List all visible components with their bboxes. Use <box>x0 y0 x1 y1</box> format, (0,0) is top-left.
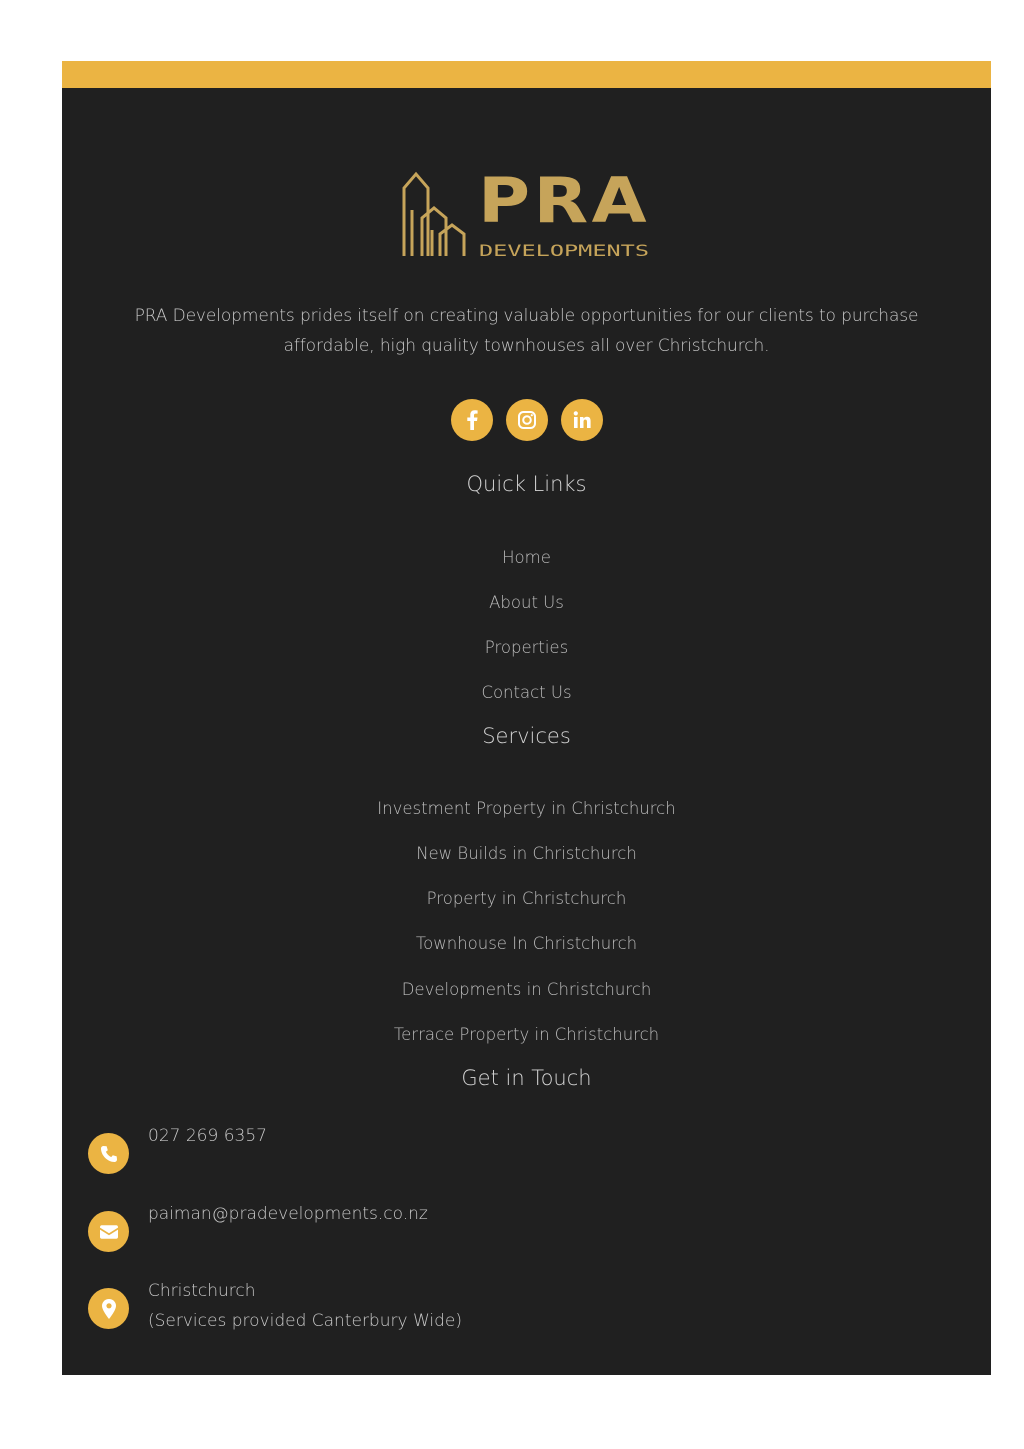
service-link-new-builds[interactable]: New Builds in Christchurch <box>416 844 637 863</box>
phone-icon-badge <box>88 1133 129 1174</box>
location-city: Christchurch <box>148 1281 256 1301</box>
contact-email-row[interactable] <box>88 1204 428 1252</box>
location-note: (Services provided Canterbury Wide) <box>148 1311 462 1331</box>
social-links <box>62 399 991 441</box>
accent-bar <box>62 61 991 88</box>
linkedin-icon <box>572 410 592 430</box>
get-in-touch-heading: Get in Touch <box>461 1066 592 1090</box>
services-heading: Services <box>482 724 571 748</box>
intro-text <box>62 301 991 361</box>
instagram-link[interactable] <box>506 399 548 441</box>
quick-link-home[interactable]: Home <box>502 548 551 567</box>
envelope-icon <box>99 1224 119 1240</box>
quick-link-about-us[interactable]: About Us <box>489 593 564 612</box>
pra-developments-logo[interactable] <box>402 170 662 260</box>
intro-line-2: affordable, high quality townhouses all over Christchurch. <box>283 336 770 356</box>
map-pin-icon <box>101 1298 117 1320</box>
instagram-icon <box>517 410 537 430</box>
contact-email[interactable]: paiman@pradevelopments.co.nz <box>148 1204 428 1224</box>
facebook-link[interactable] <box>451 399 493 441</box>
service-link-investment[interactable]: Investment Property in Christchurch <box>377 799 676 818</box>
service-link-terrace[interactable]: Terrace Property in Christchurch <box>393 1025 660 1044</box>
quick-links-heading: Quick Links <box>466 472 587 496</box>
facebook-icon <box>462 409 482 431</box>
service-link-developments[interactable]: Developments in Christchurch <box>401 980 652 999</box>
linkedin-link[interactable] <box>561 399 603 441</box>
contact-phone-row[interactable] <box>88 1126 267 1174</box>
phone-icon <box>99 1144 119 1164</box>
location-icon-badge <box>88 1288 129 1329</box>
service-link-townhouse[interactable]: Townhouse In Christchurch <box>415 934 638 953</box>
contact-phone[interactable]: 027 269 6357 <box>148 1126 267 1146</box>
quick-link-properties[interactable]: Properties <box>484 638 569 657</box>
logo-wordmark: PRA <box>478 170 650 237</box>
intro-line-1: PRA Developments prides itself on creating valuable opportunities for our clients to purchase <box>134 306 919 326</box>
contact-location <box>148 1276 462 1336</box>
contact-location-row <box>88 1281 462 1336</box>
quick-link-contact-us[interactable]: Contact Us <box>481 683 572 702</box>
logo-subtitle: DEVELOPMENTS <box>479 241 649 260</box>
email-icon-badge <box>88 1211 129 1252</box>
service-link-property[interactable]: Property in Christchurch <box>426 889 627 908</box>
site-footer <box>62 88 991 1375</box>
